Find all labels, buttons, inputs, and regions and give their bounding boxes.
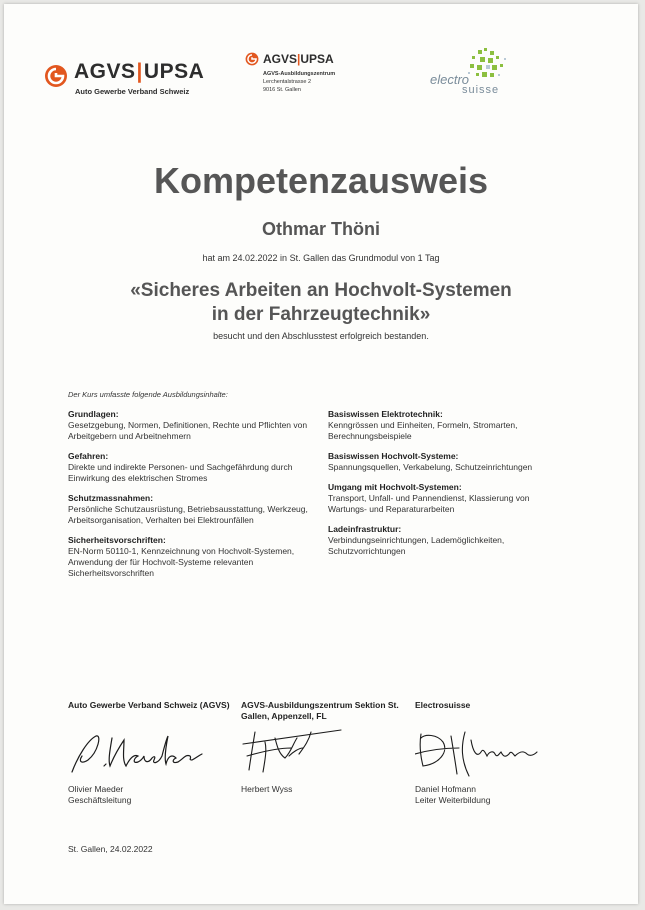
section-body: Verbindungseinrichtungen, Lademöglichkeiten, Schutzvorrichtungen <box>328 535 505 556</box>
electrosuisse-logo <box>430 48 510 98</box>
electrosuisse-dots-icon <box>466 48 510 84</box>
attendance-text: hat am 24.02.2022 in St. Gallen das Grundmodul von 1 Tag <box>202 253 440 263</box>
section-heading: Umgang mit Hochvolt-Systemen: <box>328 482 462 492</box>
content-section <box>328 409 568 442</box>
section-body: Gesetzgebung, Normen, Definitionen, Rechte und Pflichten von Arbeitgebern und Arbeitnehmern <box>68 420 308 441</box>
recipient-name: Othmar Thöni <box>262 219 380 239</box>
section-body: Transport, Unfall- und Pannendienst, Klassierung von Wartungs- und Reparaturarbeiten <box>328 493 530 514</box>
signature-org: Auto Gewerbe Verband Schweiz (AGVS) <box>68 700 230 710</box>
agvs-logo-mark-icon <box>44 64 68 88</box>
content-section <box>68 493 320 526</box>
contents-intro: Der Kurs umfasste folgende Ausbildungsinhalte: <box>68 390 228 399</box>
signature-org: Electrosuisse <box>415 700 471 710</box>
completion-text: besucht und den Abschlusstest erfolgreich bestanden. <box>213 331 429 341</box>
content-section <box>68 535 320 579</box>
agvs-subtitle: Auto Gewerbe Verband Schweiz <box>75 87 190 96</box>
course-title <box>4 279 638 327</box>
signature-block-agvs <box>68 700 238 805</box>
page-title: Kompetenzausweis <box>153 160 489 201</box>
agvs-center-mark-icon <box>245 52 259 66</box>
section-body: Direkte und indirekte Personen- und Sachgefährdung durch Einwirkung des elektrischen Stromes <box>68 462 293 483</box>
signatory-name: Daniel Hofmann Leiter Weiterbildung <box>415 784 491 805</box>
agvs-center-name: AGVS-Ausbildungszentrum <box>263 71 336 77</box>
section-heading: Schutzmassnahmen: <box>68 493 154 503</box>
signature-hofmann-icon <box>415 726 555 780</box>
section-body: EN-Norm 50110-1, Kennzeichnung von Hochvolt-Systemen, Anwendung der für Hochvolt-Systeme relevanten Sicherheitsvorschriften <box>68 546 295 578</box>
agvs-center-street: Lerchentalstrasse 2 <box>263 79 311 85</box>
signature-block-electrosuisse <box>415 700 585 805</box>
electrosuisse-word-suisse: suisse <box>462 84 500 96</box>
content-section <box>68 409 320 442</box>
course-title-line2: in der Fahrzeugtechnik» <box>211 304 431 325</box>
section-heading: Ladeinfrastruktur: <box>328 524 402 534</box>
certificate-page <box>4 4 638 904</box>
signatory-name: Herbert Wyss <box>241 784 293 794</box>
section-body: Kenngrössen und Einheiten, Formeln, Stromarten, Berechnungsbeispiele <box>328 420 518 441</box>
course-title-line1: «Sicheres Arbeiten an Hochvolt-Systemen <box>130 280 512 301</box>
section-body: Spannungsquellen, Verkabelung, Schutzeinrichtungen <box>328 462 533 472</box>
agvs-center-brand: AGVS|UPSA <box>263 52 334 66</box>
contents-left-column <box>68 409 320 588</box>
agvs-center-city: 9016 St. Gallen <box>263 87 301 93</box>
section-heading: Sicherheitsvorschriften: <box>68 535 166 545</box>
section-body: Persönliche Schutzausrüstung, Betriebsausstattung, Werkzeug, Arbeitsorganisation, Verhalten bei Elektrounfällen <box>68 504 308 525</box>
agvs-brand: AGVS|UPSA <box>74 60 205 83</box>
signature-org: AGVS-Ausbildungszentrum Sektion St. Gallen, Appenzell, FL <box>241 700 399 721</box>
section-heading: Basiswissen Elektrotechnik: <box>328 409 443 419</box>
signature-maeder-icon <box>68 726 208 776</box>
content-section <box>68 451 320 484</box>
contents-right-column <box>328 409 568 566</box>
signature-wyss-icon <box>241 726 351 776</box>
content-section <box>328 482 568 515</box>
section-heading: Grundlagen: <box>68 409 119 419</box>
signatory-name: Olivier Maeder Geschäftsleitung <box>68 784 132 805</box>
content-section <box>328 451 568 473</box>
place-date: St. Gallen, 24.02.2022 <box>68 844 153 854</box>
electrosuisse-word-electro: electro <box>430 72 470 87</box>
section-heading: Basiswissen Hochvolt-Systeme: <box>328 451 459 461</box>
signature-block-agvs-center <box>241 700 411 794</box>
section-heading: Gefahren: <box>68 451 109 461</box>
content-section <box>328 524 568 557</box>
